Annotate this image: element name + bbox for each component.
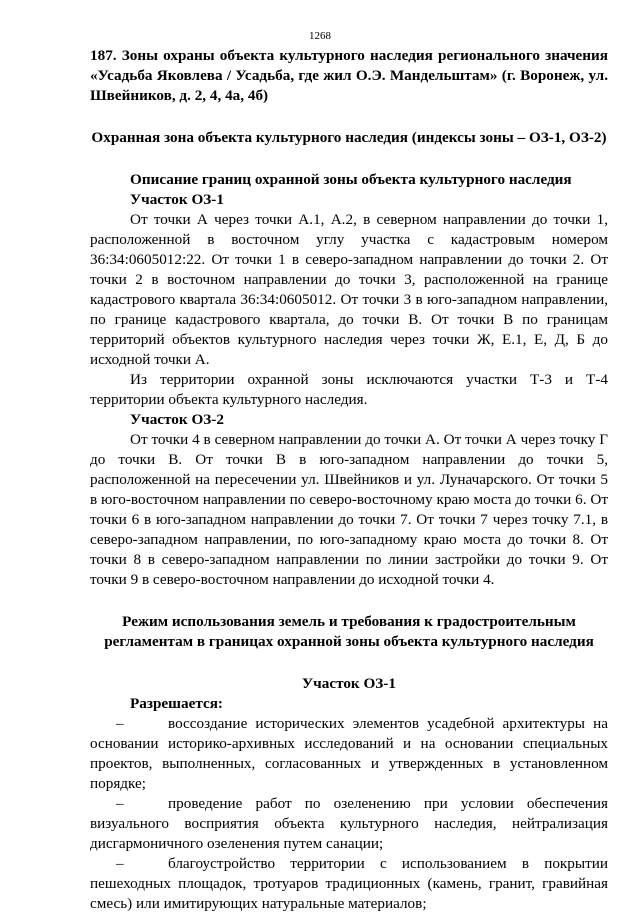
section2-heading: Режим использования земель и требования к градостроительным регламентам в границах охранной зоны объекта культурного наследия <box>104 613 594 650</box>
list-item-text: воссоздание исторических элементов усадебной архитектуры на основании историко-архивных исследований и на основании специальных проектов, выполненных, согласованных и утвержденных в установленном порядке; <box>90 715 608 792</box>
document-title: 187. Зоны охраны объекта культурного наследия регионального значения «Усадьба Яковлева / Усадьба, где жил О.Э. Мандельштам» (г. Воронеж, ул. Швейников, д. 2, 4, 4а, 4б) <box>90 47 608 104</box>
oz2-label: Участок ОЗ-2 <box>130 411 224 428</box>
document-body <box>90 46 608 914</box>
oz2-paragraph-boundary: От точки 4 в северном направлении до точки А. От точки А через точку Г до точки В. От точки В в юго-западном направлении до точки 5, расположенной на пересечении ул. Швейников и ул. Луначарского. От точки 5 в юго-восточном направлении по северо-восточному краю моста до точки 6. От точки 6 в юго-западном направлении до точки 7. От точки 7 через точку 7.1, в северо-западном направлении, по юго-западному краю моста до точки 8. От точки 8 в северо-западном направлении по линии застройки до точки 9. От точки 9 в северо-восточном направлении до исходной точки 4. <box>90 431 608 588</box>
list-dash: – <box>116 855 124 872</box>
list-item <box>90 854 608 914</box>
allowed-label: Разрешается: <box>130 695 223 712</box>
list-item-text: благоустройство территории с использованием в покрытии пешеходных площадок, тротуаров традиционных (камень, гранит, гравийная смесь) или имитирующих натуральные материалов; <box>90 855 608 912</box>
list-dash: – <box>116 715 124 732</box>
section1-heading: Охранная зона объекта культурного наследия (индексы зоны – ОЗ-1, ОЗ-2) <box>91 129 607 146</box>
list-item-text: проведение работ по озеленению при условии обеспечения визуального восприятия объекта культурного наследия, нейтрализация дисгармоничного озеленения путем санации; <box>90 795 608 852</box>
list-dash: – <box>116 795 124 812</box>
list-item <box>90 794 608 854</box>
list-item <box>90 714 608 794</box>
oz1-paragraph-boundary: От точки А через точки А.1, А.2, в северном направлении до точки 1, расположенной в восточном углу участка с кадастровым номером 36:34:0605012:22. От точки 1 в северо-западном направлении до точки 2. От точки 2 в восточном направлении до точки 3, расположенной на границе кадастрового квартала 36:34:0605012. От точки 3 в юго-западном направлении, по границе кадастрового квартала, до точки В. От точки В по границам территорий объектов культурного наследия через точки Ж, Е.1, Е, Д, Б до исходной точки А. <box>90 211 608 368</box>
oz1-paragraph-exclusion: Из территории охранной зоны исключаются участки Т-3 и Т-4 территории объекта культурного наследия. <box>90 371 608 408</box>
oz1-label: Участок ОЗ-1 <box>130 191 224 208</box>
page-number: 1268 <box>309 30 331 42</box>
section1-subheading: Описание границ охранной зоны объекта культурного наследия <box>130 171 572 188</box>
section2-area-label: Участок ОЗ-1 <box>302 675 396 692</box>
